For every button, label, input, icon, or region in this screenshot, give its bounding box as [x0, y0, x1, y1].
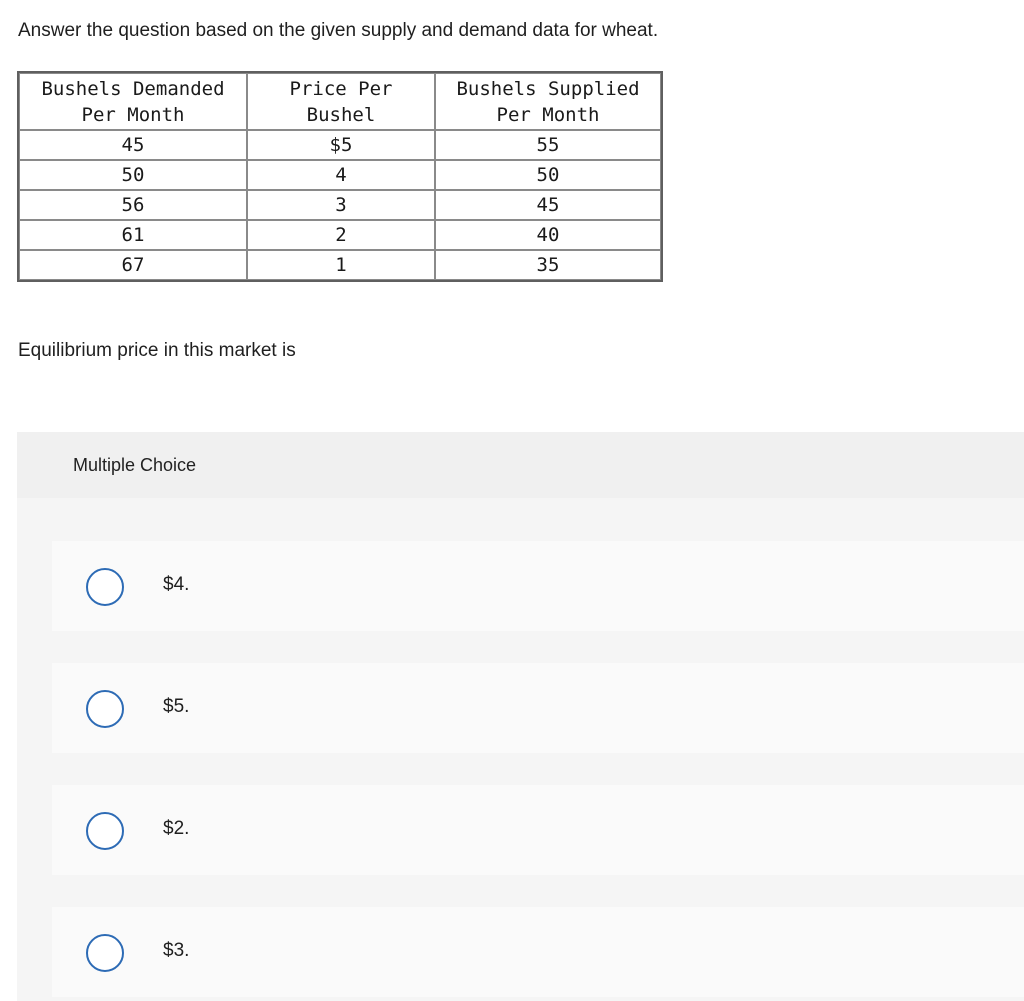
option-d[interactable]	[52, 907, 1024, 997]
header-supply-line2: Per Month	[496, 103, 600, 126]
option-a[interactable]	[52, 541, 1024, 631]
multiple-choice-panel	[17, 432, 1024, 1001]
cell-supplied: 50	[435, 160, 661, 190]
multiple-choice-label: Multiple Choice	[73, 455, 197, 475]
table-row	[19, 130, 661, 160]
table-header-row	[19, 73, 661, 130]
header-demand-line2: Per Month	[81, 103, 185, 126]
cell-price: 1	[247, 250, 435, 280]
option-c[interactable]	[52, 785, 1024, 875]
options-list	[17, 498, 1024, 1001]
cell-demanded: 50	[19, 160, 247, 190]
header-bushels-demanded	[19, 73, 247, 130]
cell-supplied: 40	[435, 220, 661, 250]
cell-demanded: 56	[19, 190, 247, 220]
cell-supplied: 55	[435, 130, 661, 160]
header-supply-line1: Bushels Supplied	[456, 77, 640, 100]
cell-price: $5	[247, 130, 435, 160]
multiple-choice-header	[17, 432, 1024, 498]
radio-button-icon[interactable]	[86, 934, 124, 972]
header-price-per-bushel	[247, 73, 435, 130]
option-text: $5.	[163, 696, 190, 717]
option-text: $4.	[163, 574, 190, 595]
table-row	[19, 220, 661, 250]
header-price-line2: Bushel	[306, 103, 376, 126]
header-price-line1: Price Per	[289, 77, 393, 100]
supply-demand-table	[17, 71, 663, 282]
radio-button-icon[interactable]	[86, 568, 124, 606]
table-row	[19, 250, 661, 280]
option-b[interactable]	[52, 663, 1024, 753]
cell-supplied: 35	[435, 250, 661, 280]
table-row	[19, 190, 661, 220]
cell-price: 2	[247, 220, 435, 250]
cell-supplied: 45	[435, 190, 661, 220]
cell-price: 4	[247, 160, 435, 190]
instructions-text: Answer the question based on the given supply and demand data for wheat.	[18, 20, 659, 41]
cell-demanded: 61	[19, 220, 247, 250]
option-text: $2.	[163, 818, 190, 839]
header-demand-line1: Bushels Demanded	[41, 77, 225, 100]
question-text: Equilibrium price in this market is	[18, 340, 296, 361]
radio-button-icon[interactable]	[86, 812, 124, 850]
cell-demanded: 67	[19, 250, 247, 280]
header-bushels-supplied	[435, 73, 661, 130]
option-text: $3.	[163, 940, 190, 961]
table-row	[19, 160, 661, 190]
cell-demanded: 45	[19, 130, 247, 160]
cell-price: 3	[247, 190, 435, 220]
radio-button-icon[interactable]	[86, 690, 124, 728]
